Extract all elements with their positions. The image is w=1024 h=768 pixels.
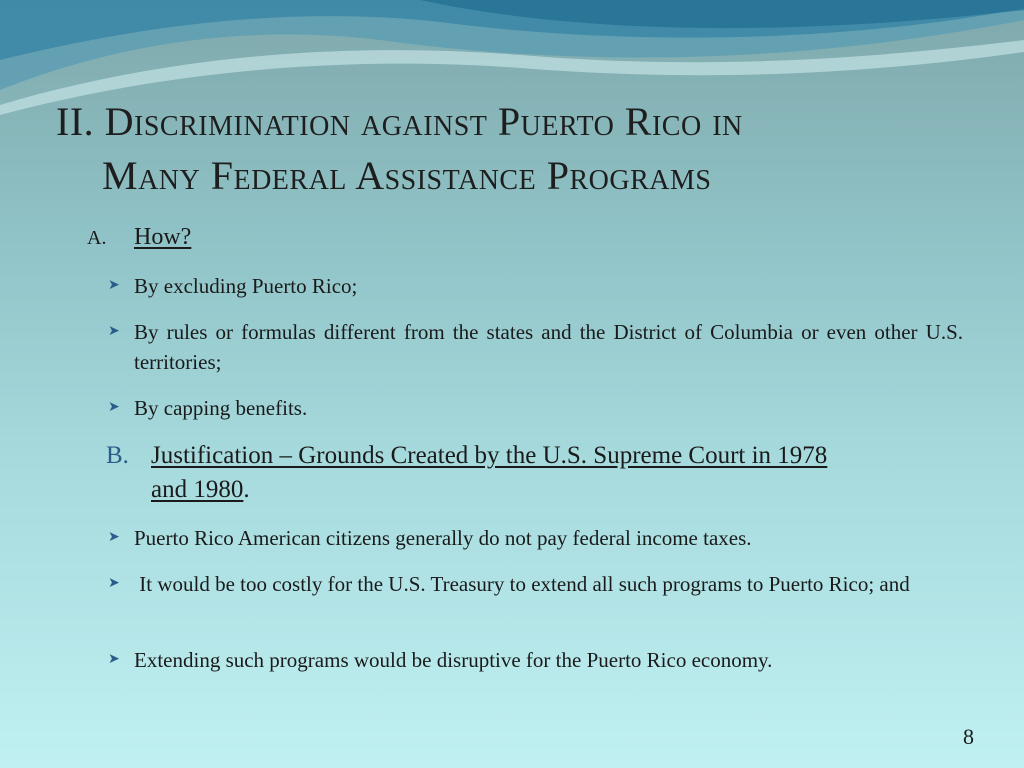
- section-b-heading-line-2: and 1980: [151, 476, 244, 503]
- arrow-bullet-icon: ➤: [108, 576, 120, 591]
- section-a-bullet-2: ➤ By rules or formulas different from the states and the District of Columbia or even other U.S. territories;: [108, 317, 963, 377]
- arrow-bullet-icon: ➤: [108, 278, 120, 293]
- arrow-bullet-icon: ➤: [108, 652, 120, 667]
- section-b-bullet-1: ➤ Puerto Rico American citizens generally do not pay federal income taxes.: [108, 523, 963, 553]
- section-a-marker: A.: [87, 227, 107, 249]
- arrow-bullet-icon: ➤: [108, 400, 120, 415]
- section-b-bullet-2: ➤ It would be too costly for the U.S. Treasury to extend all such programs to Puerto Rico; and: [108, 569, 963, 599]
- section-a-bullet-1: ➤ By excluding Puerto Rico;: [108, 271, 963, 301]
- arrow-bullet-icon: ➤: [108, 530, 120, 545]
- section-a-bullet-3: ➤ By capping benefits.: [108, 393, 963, 423]
- section-b-bullet-3: ➤ Extending such programs would be disruptive for the Puerto Rico economy.: [108, 645, 963, 675]
- slide-title-line-2: Many Federal Assistance Programs: [102, 153, 712, 198]
- section-b-heading-tail: .: [243, 476, 250, 503]
- section-b-heading: [151, 440, 827, 472]
- section-b-marker: B.: [106, 442, 129, 469]
- section-b-heading-line-1: Justification – Grounds Created by the U.S. Supreme Court in 1978: [151, 442, 828, 469]
- slide-title-line-1: II. Discrimination against Puerto Rico in: [56, 99, 743, 144]
- arrow-bullet-icon: ➤: [108, 324, 120, 339]
- section-a-heading: How?: [134, 224, 192, 250]
- section-b-heading-2: [151, 474, 250, 506]
- page-number: 8: [963, 724, 974, 749]
